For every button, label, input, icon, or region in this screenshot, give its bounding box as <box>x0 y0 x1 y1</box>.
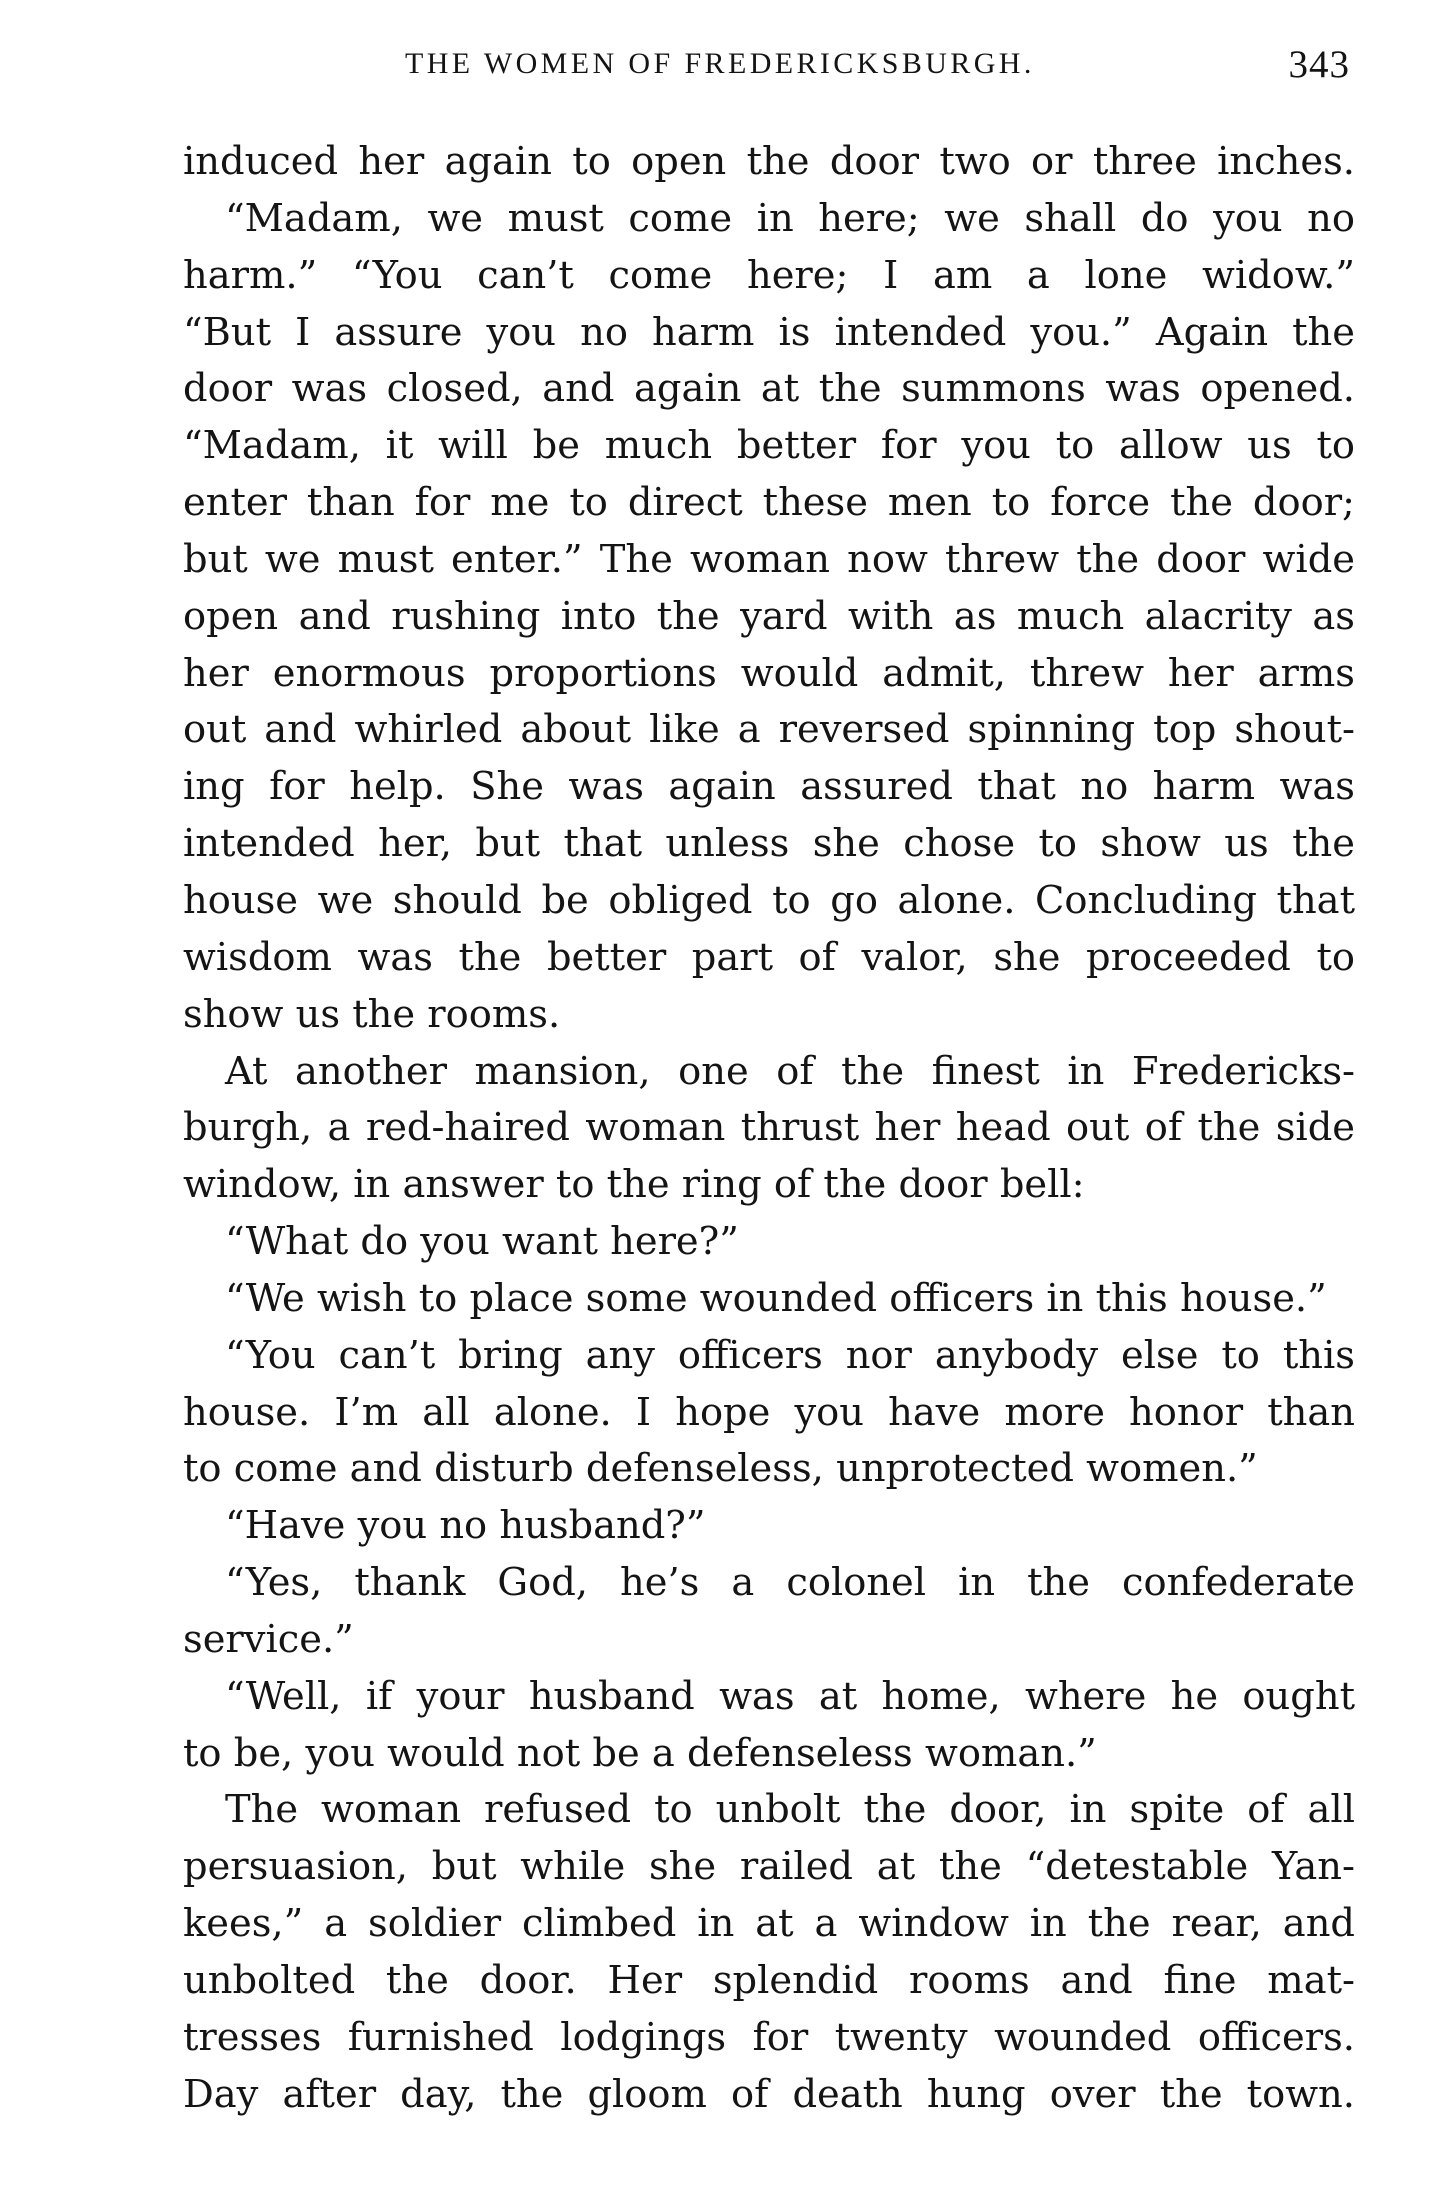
text-line: harm.” “You can’t come here; I am a lone widow.” <box>183 252 1355 298</box>
text-line: out and whirled about like a reversed spinning top shout- <box>183 707 1355 753</box>
text-line: to be, you would not be a defenseless woman.” <box>183 1730 1097 1776</box>
text-line: show us the rooms. <box>183 991 561 1037</box>
text-line: The woman refused to unbolt the door, in spite of all <box>225 1787 1355 1833</box>
text-line: service.” <box>183 1616 354 1662</box>
text-line: “Have you no husband?” <box>225 1503 706 1549</box>
text-line: tresses furnished lodgings for twenty wounded officers. <box>183 2014 1355 2060</box>
running-title: THE WOMEN OF FREDERICKSBURGH. <box>405 47 1035 80</box>
text-line: “We wish to place some wounded officers in this house.” <box>225 1275 1327 1321</box>
text-line: house. I’m all alone. I hope you have more honor than <box>183 1389 1355 1435</box>
text-line: “Yes, thank God, he’s a colonel in the confederate <box>225 1560 1355 1606</box>
text-line: house we should be obliged to go alone. Concluding that <box>183 877 1355 923</box>
text-line: ing for help. She was again assured that no harm was <box>183 764 1355 810</box>
text-line: kees,” a soldier climbed in at a window in the rear, and <box>183 1901 1355 1947</box>
text-line: enter than for me to direct these men to force the door; <box>183 480 1355 526</box>
text-line: unbolted the door. Her splendid rooms and fine mat- <box>183 1958 1355 2003</box>
text-line: induced her again to open the door two or three inches. <box>183 139 1355 184</box>
text-line: her enormous proportions would admit, threw her arms <box>183 650 1355 696</box>
text-line: “Well, if your husband was at home, where he ought <box>225 1673 1355 1719</box>
text-line: wisdom was the better part of valor, she proceeded to <box>183 934 1355 980</box>
text-line: to come and disturb defenseless, unprotected women.” <box>183 1446 1258 1492</box>
text-line: persuasion, but while she railed at the “detestable Yan- <box>183 1844 1355 1890</box>
page-number: 343 <box>1288 43 1350 86</box>
text-line: At another mansion, one of the finest in Fredericks- <box>225 1048 1355 1094</box>
text-line: door was closed, and again at the summons was opened. <box>183 366 1355 412</box>
text-line: open and rushing into the yard with as much alacrity as <box>183 593 1355 639</box>
text-line: “But I assure you no harm is intended you.” Again the <box>183 309 1355 355</box>
text-line: window, in answer to the ring of the door bell: <box>183 1162 1085 1208</box>
page-header <box>183 43 1355 97</box>
text-line: “Madam, we must come in here; we shall do you no <box>225 195 1355 241</box>
body-text <box>183 134 1355 2117</box>
text-line: “You can’t bring any officers nor anybody else to this <box>225 1332 1355 1378</box>
text-line: “What do you want here?” <box>225 1219 739 1265</box>
text-line: burgh, a red-haired woman thrust her head out of the side <box>183 1105 1355 1151</box>
text-line: intended her, but that unless she chose to show us the <box>183 821 1355 867</box>
text-line: but we must enter.” The woman now threw the door wide <box>183 536 1355 582</box>
text-line: Day after day, the gloom of death hung over the town. <box>183 2071 1355 2117</box>
text-line: “Madam, it will be much better for you to allow us to <box>183 423 1355 469</box>
